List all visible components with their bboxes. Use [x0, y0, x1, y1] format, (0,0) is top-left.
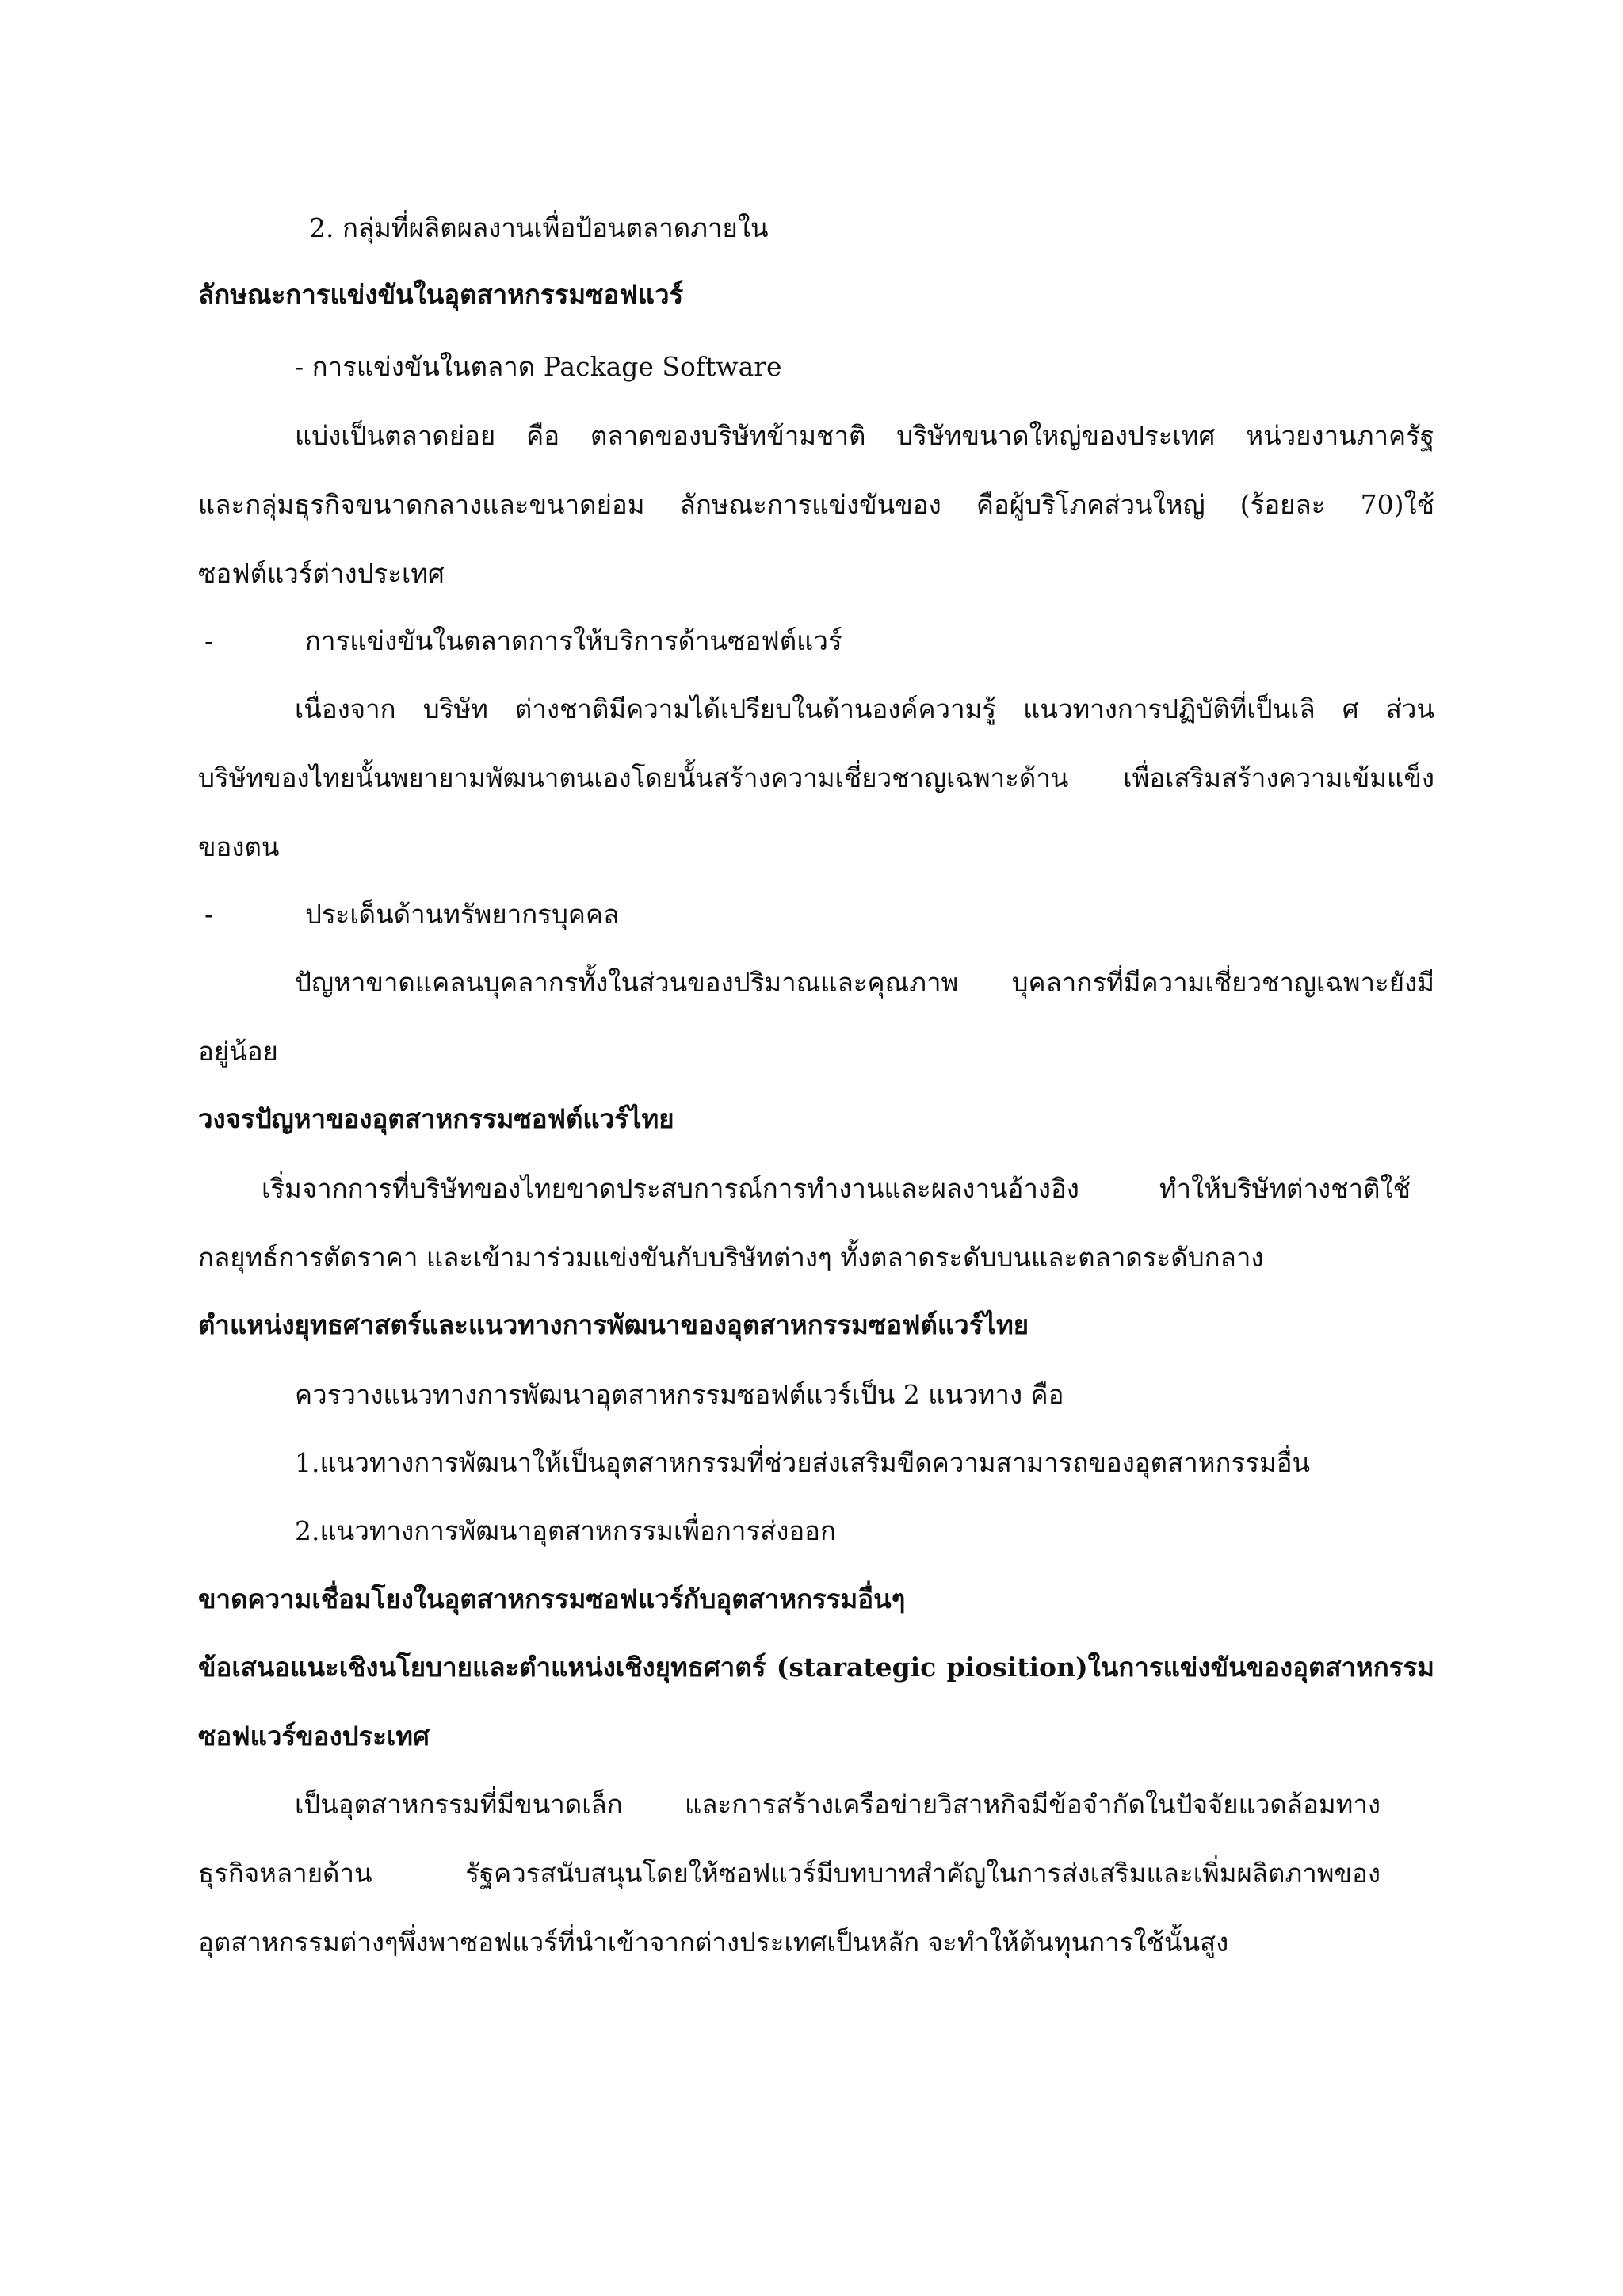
paragraph-line: ปัญหาขาดแคลนบุคลากรทั้งในส่วนของปริมาณและคุณภาพ บุคลากรที่มีความเชี่ยวชาญเฉพาะยังมี	[295, 967, 1434, 998]
paragraph-line: ซอฟต์แวร์ต่างประเทศ	[198, 558, 445, 589]
paragraph-line: ควรวางแนวทางการพัฒนาอุตสาหกรรมซอฟต์แวร์เป็น 2 แนวทาง คือ	[295, 1379, 1064, 1410]
paragraph-line: อุตสาหกรรมต่างๆพึ่งพาซอฟแวร์ที่นำเข้าจากต่างประเทศเป็นหลัก จะทำให้ต้นทุนการใช้นั้นสูง	[198, 1927, 1229, 1958]
paragraph-line: แบ่งเป็นตลาดย่อย คือ ตลาดของบริษัทข้ามชาติ บริษัทขนาดใหญ่ของประเทศ หน่วยงานภาครัฐ	[295, 420, 1434, 451]
section-heading-strategy: ตำแหน่งยุทธศาสตร์และแนวทางการพัฒนาของอุตสาหกรรมซอฟต์แวร์ไทย	[198, 1309, 1029, 1340]
paragraph-line: ธุรกิจหลายด้าน รัฐควรสนับสนุนโดยให้ซอฟแวร์มีบทบาทสำคัญในการส่งเสริมและเพิ่มผลิตภาพของ	[198, 1858, 1381, 1889]
paragraph-line: กลยุทธ์การตัดราคา และเข้ามาร่วมแข่งขันกับบริษัทต่างๆ ทั้งตลาดระดับบนและตลาดระดับกลาง	[198, 1242, 1264, 1273]
section-heading-problem-cycle: วงจรปัญหาของอุตสาหกรรมซอฟต์แวร์ไทย	[198, 1103, 674, 1134]
section-heading-policy-cont: ซอฟแวร์ของประเทศ	[198, 1721, 430, 1752]
bullet-human-resources: ประเด็นด้านทรัพยากรบุคคล	[305, 899, 620, 930]
paragraph-line: บริษัทของไทยนั้นพยายามพัฒนาตนเองโดยนั้นสร้างความเชี่ยวชาญเฉพาะด้าน เพื่อเสริมสร้างความเข้มแข็ง	[198, 762, 1434, 793]
paragraph-line: เนื่องจาก บริษัท ต่างชาติมีความได้เปรียบในด้านองค์ความรู้ แนวทางการปฏิบัติที่เป็นเลิ ศ ส่วน	[295, 693, 1434, 724]
paragraph-line: และกลุ่มธุรกิจขนาดกลางและขนาดย่อม ลักษณะการแข่งขันของ คือผู้บริโภคส่วนใหญ่ (ร้อยละ 70)ใช้	[198, 489, 1434, 520]
section-heading-competition: ลักษณะการแข่งขันในอุตสาหกรรมซอฟแวร์	[198, 279, 684, 310]
list-item-2: 2.แนวทางการพัฒนาอุตสาหกรรมเพื่อการส่งออก	[295, 1515, 836, 1546]
list-item-1: 1.แนวทางการพัฒนาให้เป็นอุตสาหกรรมที่ช่วยส่งเสริมขีดความสามารถของอุตสาหกรรมอื่น	[295, 1447, 1311, 1478]
bullet-service-market: การแข่งขันในตลาดการให้บริการด้านซอฟต์แวร์	[305, 625, 842, 656]
section-heading-policy: ข้อเสนอแนะเชิงนโยบายและตำแหน่งเชิงยุทธศาตร์ (starategic piosition)ในการแข่งขันของอุตสาหกรรม	[198, 1652, 1434, 1683]
paragraph-line: ของตน	[198, 831, 280, 862]
paragraph-line: อยู่น้อย	[198, 1036, 278, 1067]
paragraph-line: เป็นอุตสาหกรรมที่มีขนาดเล็ก และการสร้างเครือข่ายวิสาหกิจมีข้อจำกัดในปัจจัยแวดล้อมทาง	[295, 1789, 1381, 1820]
bullet-dash: -	[204, 899, 214, 930]
section-heading-linkage: ขาดความเชื่อมโยงในอุตสาหกรรมซอฟแวร์กับอุตสาหกรรมอื่นๆ	[198, 1584, 906, 1614]
bullet-dash: -	[204, 625, 214, 656]
bullet-package-software: - การแข่งขันในตลาด Package Software	[295, 351, 782, 382]
list-item-2: 2. กลุ่มที่ผลิตผลงานเพื่อป้อนตลาดภายใน	[309, 212, 769, 243]
paragraph-line: เริ่มจากการที่บริษัทของไทยขาดประสบการณ์การทำงานและผลงานอ้างอิง ทำให้บริษัทต่างชาติใช้	[262, 1173, 1411, 1204]
